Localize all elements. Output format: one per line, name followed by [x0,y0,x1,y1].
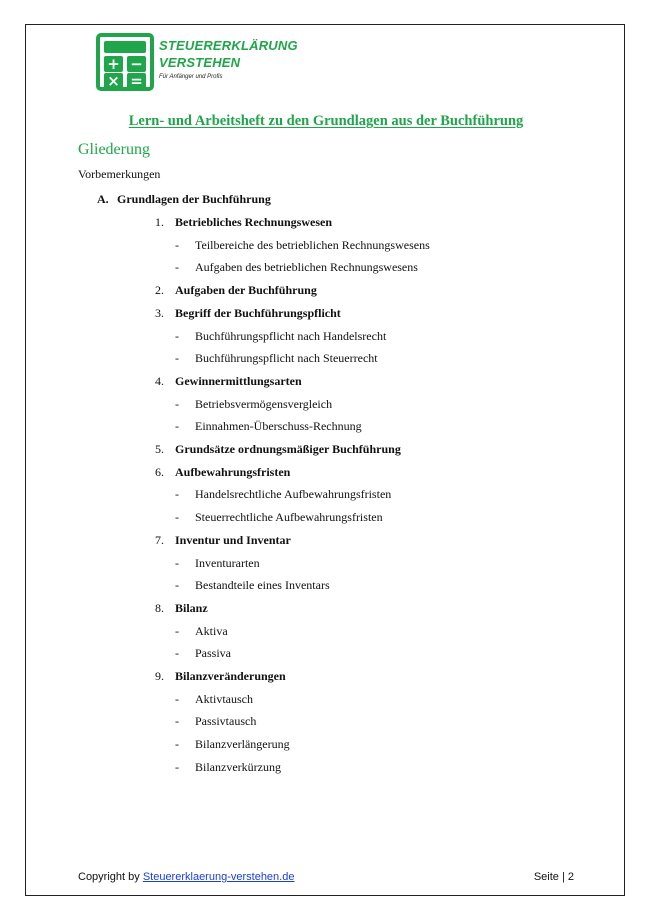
chapter-entry [155,465,290,480]
preface-entry: Vorbemerkungen [78,167,161,181]
chapter-number: 1. [155,215,164,229]
subtopic-item [175,329,386,344]
subtopic-label: Aktivtausch [195,691,253,706]
calculator-display [104,41,146,53]
chapter-label: Aufgaben der Buchführung [175,283,317,298]
subtopic-label: Bilanzverlängerung [195,737,290,752]
subtopic-item [175,556,260,571]
bullet-dash: - [175,759,179,774]
subtopic-item [175,646,231,661]
subtopic-label: Passiva [195,646,231,661]
chapter-label: Gewinnermittlungsarten [175,373,302,388]
bullet-dash: - [175,237,179,252]
part-label: Grundlagen der Buchführung [117,192,271,206]
subtopic-item [175,737,290,752]
subtopic-label: Betriebsvermögensvergleich [195,396,333,411]
subtopic-label: Teilbereiche des betrieblichen Rechnungswesens [195,237,430,252]
chapter-entry [155,669,286,684]
chapter-label: Bilanz [175,600,208,615]
chapter-entry [155,306,341,321]
copyright-text: Copyright by [78,871,143,883]
multiply-icon: × [104,73,123,89]
subtopic-item [175,238,430,253]
bullet-dash: - [175,510,179,525]
chapter-number: 8. [155,600,164,615]
subtopic-label: Aufgaben des betrieblichen Rechnungswesens [195,260,418,275]
bullet-dash: - [175,555,179,570]
page-number: Seite | 2 [533,871,574,883]
chapter-label: Aufbewahrungsfristen [175,464,291,479]
chapter-number: 3. [155,305,164,320]
logo-text-line1: STEUERERKLÄRUNG [159,38,298,53]
logo-text-line2: VERSTEHEN [159,55,241,70]
chapter-entry [155,533,291,548]
bullet-dash: - [175,646,179,661]
bullet-dash: - [175,419,179,434]
bullet-dash: - [175,396,179,411]
subtopic-label: Steuerrechtliche Aufbewahrungsfristen [195,510,383,525]
subtopic-label: Einnahmen-Überschuss-Rechnung [195,419,362,434]
website-link[interactable]: Steuererklaerung-verstehen.de [142,871,295,883]
subtopic-item [175,260,418,275]
footer-copyright [78,871,294,883]
subtopic-item [175,624,228,639]
chapter-number: 2. [155,283,164,298]
minus-icon: − [127,56,146,72]
subtopic-item [175,487,391,502]
document-title: Lern- und Arbeitsheft zu den Grundlagen aus der Buchführung [128,113,524,129]
subtopic-item [175,760,281,775]
plus-icon: + [104,56,123,72]
subtopic-item [175,351,378,366]
subtopic-item [175,510,383,525]
subtopic-label: Inventurarten [195,555,260,570]
equals-icon: = [127,73,146,89]
chapter-number: 7. [155,532,164,547]
subtopic-item [175,397,332,412]
subtopic-item [175,419,362,434]
subtopic-label: Aktiva [195,623,228,638]
chapter-entry [155,215,332,230]
bullet-dash: - [175,714,179,729]
brand-logo [96,33,296,95]
bullet-dash: - [175,737,179,752]
chapter-entry [155,283,317,298]
chapter-label: Inventur und Inventar [175,532,291,547]
subtopic-label: Bestandteile eines Inventars [195,578,330,593]
chapter-label: Grundsätze ordnungsmäßiger Buchführung [175,442,401,456]
bullet-dash: - [175,260,179,275]
chapter-entry [155,601,208,616]
chapter-entry [155,442,401,457]
bullet-dash: - [175,487,179,502]
bullet-dash: - [175,691,179,706]
chapter-number: 5. [155,442,164,456]
chapter-number: 9. [155,669,164,683]
calculator-icon [96,33,154,91]
bullet-dash: - [175,578,179,593]
chapter-label: Betriebliches Rechnungswesen [175,215,332,229]
chapter-number: 6. [155,464,164,479]
bullet-dash: - [175,623,179,638]
chapter-label: Begriff der Buchführungspflicht [175,305,341,320]
chapter-label: Bilanzveränderungen [175,669,286,683]
chapter-entry [155,374,302,389]
bullet-dash: - [175,328,179,343]
bullet-dash: - [175,351,179,366]
subtopic-label: Handelsrechtliche Aufbewahrungsfristen [195,487,392,502]
subtopic-item [175,578,330,593]
part-letter: A. [97,192,109,206]
subtopic-label: Passivtausch [195,714,257,729]
subtopic-item [175,692,253,707]
subtopic-label: Bilanzverkürzung [195,759,281,774]
logo-tagline: Für Anfänger und Profis [159,74,223,80]
part-heading [97,192,271,207]
chapter-number: 4. [155,373,164,388]
subtopic-label: Buchführungspflicht nach Steuerrecht [195,351,378,366]
subtopic-label: Buchführungspflicht nach Handelsrecht [195,328,387,343]
section-heading: Gliederung [78,141,150,158]
subtopic-item [175,714,256,729]
